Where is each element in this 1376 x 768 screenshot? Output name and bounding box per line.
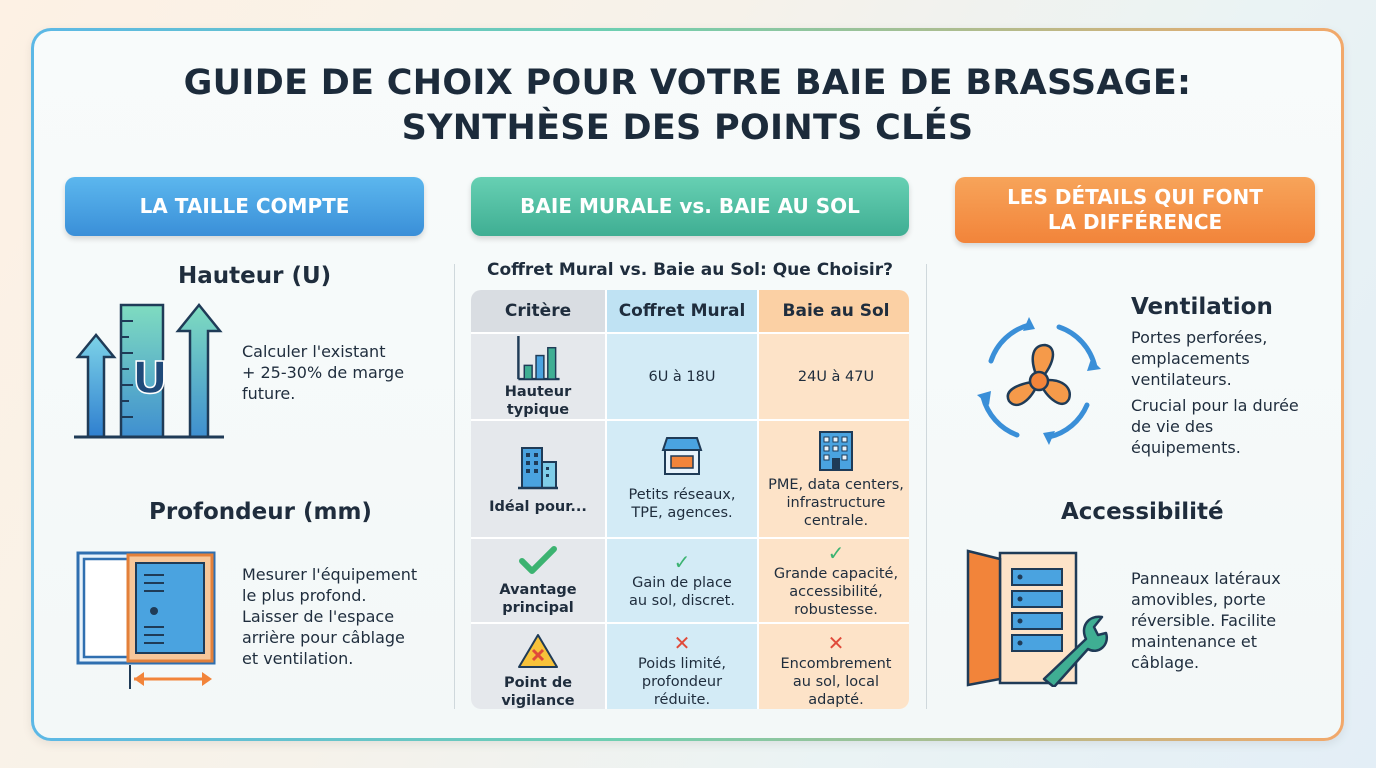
hauteur-line: future.	[242, 384, 296, 403]
cell-line: profondeur	[641, 673, 723, 690]
height-ruler-icon	[74, 299, 224, 441]
column-header: Critère	[471, 290, 605, 332]
cross-icon: ✕	[673, 630, 691, 655]
left-divider	[454, 264, 455, 709]
warning-icon	[517, 632, 559, 670]
check-icon	[518, 545, 558, 577]
ventilation-heading: Ventilation	[1131, 294, 1273, 320]
row-label-line: principal	[502, 599, 574, 616]
table-row-label	[471, 334, 605, 419]
details-header-line: LA DIFFÉRENCE	[1047, 210, 1223, 234]
comparaison-header	[471, 177, 909, 236]
cell-line: Encombrement	[780, 655, 892, 672]
accessibilite-line: amovibles, porte	[1131, 590, 1266, 609]
row-label-line: Point de	[503, 674, 573, 691]
profondeur-line: Mesurer l'équipement	[242, 565, 418, 584]
main-frame	[31, 28, 1344, 741]
check-icon: ✓	[673, 549, 691, 574]
taille-header-label: LA TAILLE COMPTE	[139, 194, 350, 218]
comparaison-header-label: BAIE MURALE vs. BAIE AU SOL	[520, 194, 860, 218]
cell-line: au sol, discret.	[629, 592, 735, 609]
table-cell-sol	[759, 421, 909, 537]
cell-line: accessibilité,	[789, 583, 883, 600]
profondeur-text	[242, 564, 417, 669]
rack-maintenance-icon	[964, 547, 1114, 687]
table-row-label	[471, 421, 605, 537]
hauteur-line: Calculer l'existant	[242, 342, 386, 361]
hauteur-heading: Hauteur (U)	[178, 263, 332, 289]
accessibilite-line: réversible. Facilite	[1131, 611, 1277, 630]
cell-line: réduite.	[653, 691, 711, 708]
hauteur-text	[242, 341, 404, 404]
cell-line: robustesse.	[794, 601, 878, 618]
column-header: Baie au Sol	[759, 290, 909, 332]
ruler-u-letter: U	[132, 353, 168, 404]
cross-icon: ✕	[827, 630, 845, 655]
office-building-icon	[814, 428, 858, 472]
fan-ventilation-icon	[969, 311, 1109, 451]
cell-line: TPE, agences.	[631, 505, 733, 521]
profondeur-line: arrière pour câblage	[242, 628, 405, 647]
cell-line: 6U à 18U	[648, 368, 716, 385]
table-row-label	[471, 539, 605, 622]
ventilation-line: Portes perforées,	[1131, 328, 1268, 347]
building-icon	[516, 442, 560, 490]
title-line-1: GUIDE DE CHOIX POUR VOTRE BAIE DE BRASSAGE:	[183, 63, 1192, 103]
table-subtitle: Coffret Mural vs. Baie au Sol: Que Choisir?	[486, 260, 894, 280]
content-panel	[34, 31, 1341, 738]
table-row-label	[471, 624, 605, 709]
row-label-line: Avantage	[499, 581, 577, 598]
cell-line: adapté.	[808, 691, 864, 708]
profondeur-heading: Profondeur (mm)	[149, 499, 372, 525]
cell-line: PME, data centers,	[768, 477, 904, 493]
profondeur-line: le plus profond.	[242, 586, 367, 605]
hauteur-line: + 25-30% de marge	[242, 363, 405, 382]
ventilation-line: Crucial pour la durée	[1131, 396, 1299, 415]
cell-line: Grande capacité,	[773, 565, 899, 582]
page-title	[34, 61, 1341, 151]
table-cell-sol	[759, 624, 909, 709]
accessibilite-line: câblage.	[1131, 653, 1200, 672]
accessibilite-text	[1131, 568, 1281, 673]
table-cell-sol	[759, 334, 909, 419]
accessibilite-heading: Accessibilité	[1061, 499, 1224, 525]
ventilation-text	[1131, 327, 1299, 458]
row-label-line: vigilance	[501, 692, 575, 709]
ventilation-line: de vie des	[1131, 417, 1214, 436]
check-icon: ✓	[827, 540, 845, 565]
table-cell-mural	[607, 539, 757, 622]
table-cell-mural	[607, 624, 757, 709]
shop-icon	[661, 436, 703, 476]
taille-header	[65, 177, 424, 236]
details-header-line: LES DÉTAILS QUI FONT	[1007, 185, 1263, 209]
cell-line: centrale.	[803, 513, 869, 529]
comparison-table	[471, 290, 909, 709]
table-cell-mural	[607, 334, 757, 419]
cell-line: 24U à 47U	[797, 368, 875, 385]
ventilation-line: équipements.	[1131, 438, 1241, 457]
row-label-line: Idéal pour...	[489, 499, 587, 515]
column-header: Coffret Mural	[607, 290, 757, 332]
details-header	[955, 177, 1315, 243]
title-line-2: SYNTHÈSE DES POINTS CLÉS	[401, 108, 974, 148]
cell-line: Poids limité,	[638, 655, 726, 672]
cell-line: Gain de place	[632, 574, 732, 591]
ventilation-line: ventilateurs.	[1131, 370, 1232, 389]
right-divider	[926, 264, 927, 709]
bar-chart-icon	[514, 334, 562, 383]
table-cell-mural	[607, 421, 757, 537]
accessibilite-line: Panneaux latéraux	[1131, 569, 1281, 588]
row-label-line: Hauteur typique	[504, 384, 572, 418]
profondeur-line: Laisser de l'espace	[242, 607, 395, 626]
cell-line: Petits réseaux,	[628, 487, 736, 503]
profondeur-line: et ventilation.	[242, 649, 354, 668]
cell-line: infrastructure	[786, 495, 886, 511]
cell-line: au sol, local	[792, 673, 880, 690]
table-cell-sol	[759, 539, 909, 622]
accessibilite-line: maintenance et	[1131, 632, 1258, 651]
depth-rack-icon	[76, 549, 216, 691]
ventilation-line: emplacements	[1131, 349, 1250, 368]
